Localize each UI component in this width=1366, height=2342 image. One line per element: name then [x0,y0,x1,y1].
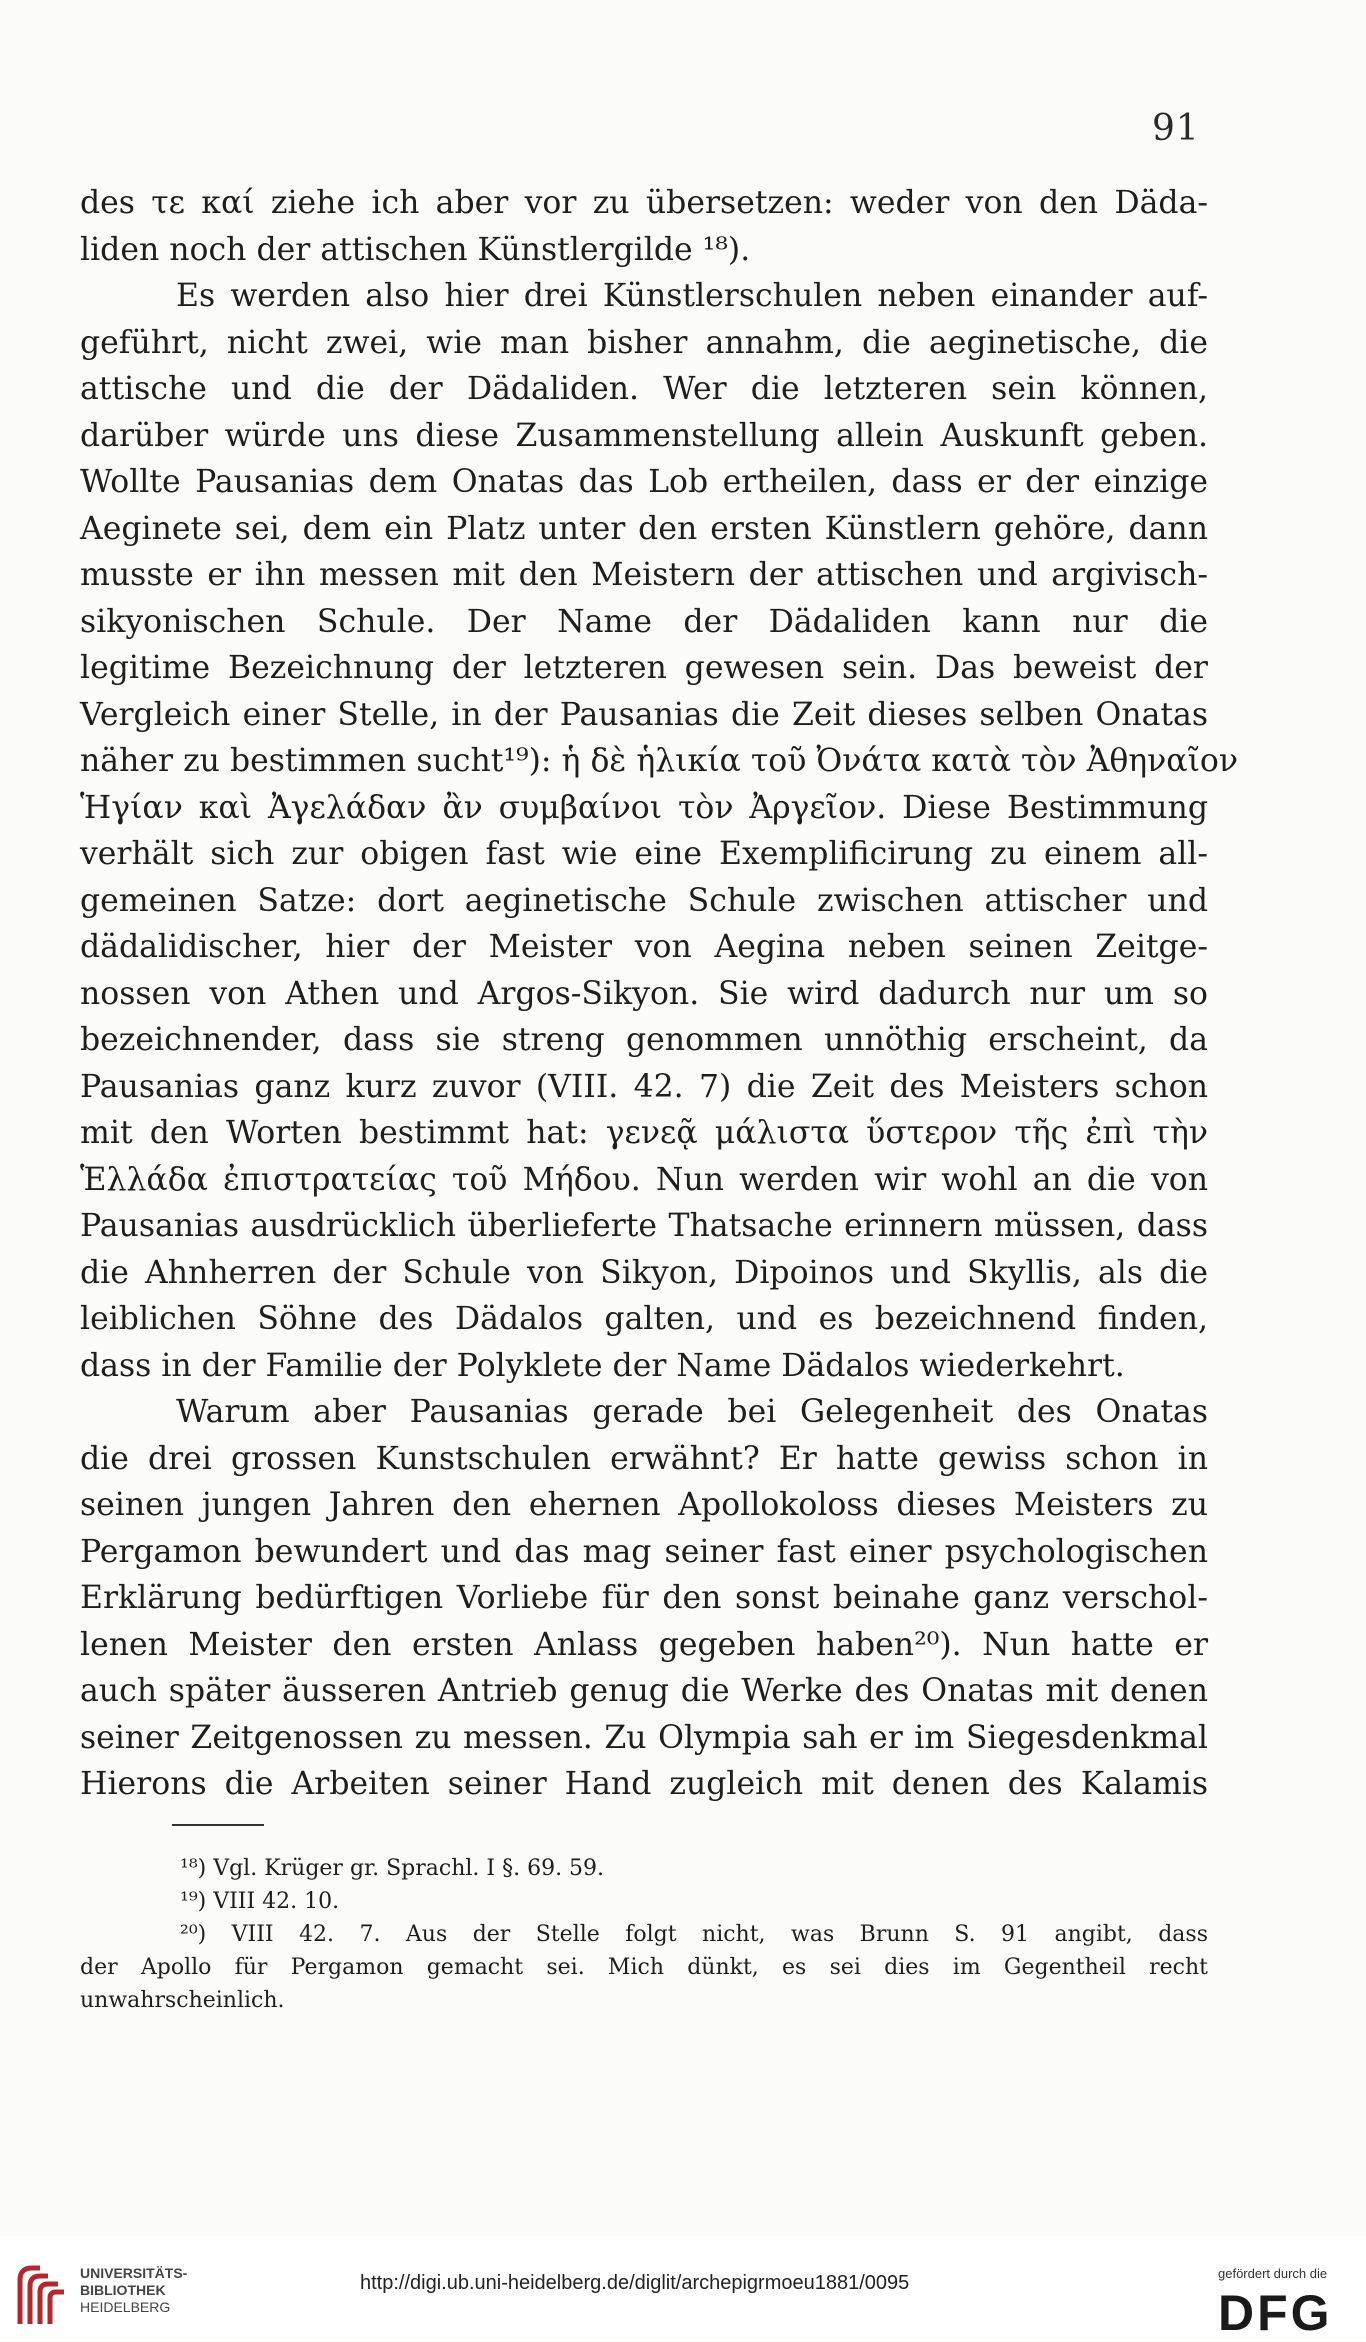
text-line: Hierons die Arbeiten seiner Hand zugleich mit denen des Kalamis [80,1766,1208,1802]
dfg-logo: DFG [1218,2285,1333,2341]
paragraph-3 [80,1389,1208,1808]
library-name-line: BIBLIOTHEK [80,2282,166,2298]
text-line: musste er ihn messen mit den Meistern der attischen und argivisch- [80,557,1208,593]
library-name-line: UNIVERSITÄTS- [80,2265,188,2281]
text-line: sikyonischen Schule. Der Name der Dädaliden kann nur die [80,603,1208,640]
text-line: darüber würde uns diese Zusammenstellung allein Auskunft geben. [80,417,1208,454]
university-library-logo-icon [14,2262,68,2328]
text-line: nossen von Athen und Argos-Sikyon. Sie wird dadurch nur um so [80,975,1208,1012]
footnote-rule [172,1824,264,1826]
text-line: Es werden also hier drei Künstlerschulen neben einander auf- [176,278,1208,314]
text-line: die drei grossen Kunstschulen erwähnt? Er hatte gewiss schon in [80,1440,1208,1477]
library-name [80,2265,187,2316]
text-line: dass in der Familie der Polyklete der Name Dädalos wiederkehrt. [80,1347,1125,1384]
footnote-20-line: unwahrscheinlich. [80,1988,285,2013]
text-line: Pausanias ausdrücklich überlieferte Thatsache erinnern müssen, dass [80,1208,1208,1244]
footnote-20: ²⁰) VIII 42. 7. Aus der Stelle folgt nicht, was Brunn S. 91 angibt, dass [180,1922,1208,1947]
text-line: seiner Zeitgenossen zu messen. Zu Olympia sah er im Siegesdenkmal [80,1719,1208,1756]
permalink[interactable]: http://digi.ub.uni-heidelberg.de/diglit/archepigrmoeu1881/0095 [360,2272,910,2294]
text-line: des τε καί ziehe ich aber vor zu übersetzen: weder von den Däda- [80,185,1208,221]
text-line: Warum aber Pausanias gerade bei Gelegenheit des Onatas [176,1394,1208,1430]
text-line: die Ahnherren der Schule von Sikyon, Dipoinos und Skyllis, als die [80,1254,1208,1291]
text-line: attische und die der Dädaliden. Wer die letzteren sein können, [80,371,1208,407]
footnote-20-line: der Apollo für Pergamon gemacht sei. Mich dünkt, es sei dies im Gegentheil recht [80,1955,1208,1980]
text-line: Pergamon bewundert und das mag seiner fast einer psychologischen [80,1533,1208,1570]
funding-note: gefördert durch die [1218,2266,1328,2281]
text-line: Pausanias ganz kurz zuvor (VIII. 42. 7) die Zeit des Meisters schon [80,1068,1208,1105]
text-line: bezeichnender, dass sie streng genommen unnöthig erscheint, da [80,1022,1208,1058]
paragraph-1 [80,180,1208,273]
library-name-line: HEIDELBERG [80,2299,171,2315]
text-line: liden noch der attischen Künstlergilde ¹⁸). [80,231,751,268]
text-line: lenen Meister den ersten Anlass gegeben haben²⁰). Nun hatte er [80,1626,1208,1663]
footnote-19: ¹⁹) VIII 42. 10. [180,1889,340,1914]
text-line: näher zu bestimmen sucht¹⁹): ἡ δὲ ἡλικία τοῦ Ὀνάτα κατὰ τὸν Ἀθηναῖον [80,743,1239,779]
text-line: Wollte Pausanias dem Onatas das Lob ertheilen, dass er der einzige [80,464,1208,500]
text-line: verhält sich zur obigen fast wie eine Exemplificirung zu einem all- [80,836,1208,872]
paragraph-2 [80,273,1239,1389]
text-line: legitime Bezeichnung der letzteren gewesen sein. Das beweist der [80,650,1208,686]
text-line: Vergleich einer Stelle, in der Pausanias die Zeit dieses selben Onatas [80,696,1208,733]
body-text [80,180,1239,1808]
footnote-18: ¹⁸) Vgl. Krüger gr. Sprachl. I §. 69. 59. [180,1856,605,1881]
text-line: seinen jungen Jahren den ehernen Apollokoloss dieses Meisters zu [80,1487,1208,1523]
text-line: auch später äusseren Antrieb genug die Werke des Onatas mit denen [80,1673,1208,1709]
text-line: Aeginete sei, dem ein Platz unter den ersten Künstlern gehöre, dann [80,510,1208,547]
text-line: Ἡγίαν καὶ Ἀγελάδαν ἂν συμβαίνοι τὸν Ἀργεῖον. Diese Bestimmung [80,789,1208,826]
text-line: leiblichen Söhne des Dädalos galten, und es bezeichnend finden, [80,1301,1208,1337]
page-number: 91 [1152,108,1200,149]
text-line: mit den Worten bestimmt hat: γενεᾷ μάλιστα ὕστερον τῆς ἐπὶ τὴν [80,1115,1208,1151]
text-line: Ἑλλάδα ἐπιστρατείας τοῦ Μήδου. Nun werden wir wohl an die von [80,1161,1208,1198]
text-line: Erklärung bedürftigen Vorliebe für den sonst beinahe ganz verschol- [80,1580,1208,1616]
footnotes [80,1852,1208,2017]
text-line: dädalidischer, hier der Meister von Aegina neben seinen Zeitge- [80,929,1208,965]
text-line: geführt, nicht zwei, wie man bisher annahm, die aeginetische, die [80,324,1208,361]
text-line: gemeinen Satze: dort aeginetische Schule zwischen attischer und [80,882,1208,919]
